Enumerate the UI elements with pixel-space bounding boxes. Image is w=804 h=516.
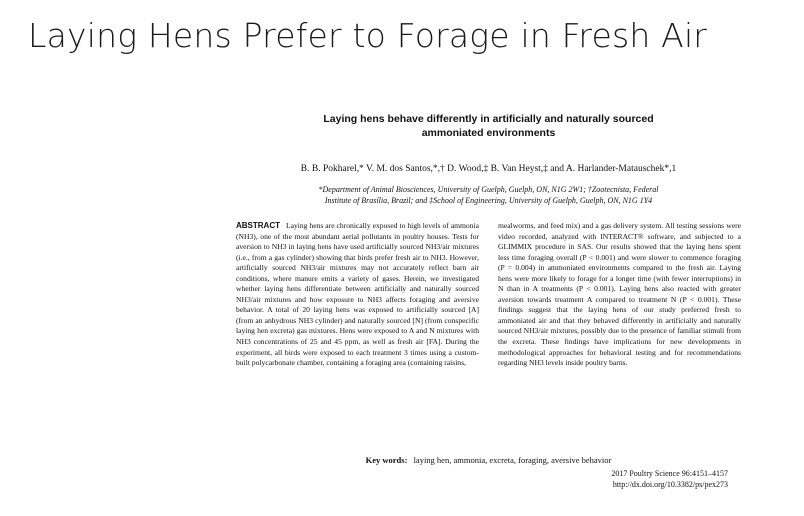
abstract-column-right [498, 221, 741, 369]
abstract-heading: ABSTRACT [236, 221, 280, 230]
paper-excerpt [236, 108, 741, 504]
paper-title [236, 112, 741, 140]
affiliation-line: *Department of Animal Biosciences, University of Guelph, Guelph, ON, N1G 2W1; †Zootecnista, Federal [318, 185, 659, 194]
journal-citation: 2017 Poultry Science 96:4151–4157 [611, 469, 728, 478]
citation-block [611, 468, 728, 490]
doi-link[interactable]: http://dx.doi.org/10.3382/ps/pex273 [612, 480, 728, 489]
keywords-label: Key words: [365, 455, 408, 465]
affiliation-line: Institute of Brasília, Brazil; and ‡School of Engineering, University of Guelph, Guelph, ON, N1G 1Y4 [324, 196, 653, 205]
keywords-list: laying hen, ammonia, excreta, foraging, aversive behavior [413, 455, 612, 465]
abstract-text-right: mealworms, and feed mix) and a gas delivery system. All testing sessions were video recorded, analyzed with INTERACT® software, and subjected to a GLIMMIX procedure in SAS. Our results showed that the laying hens spent less time foraging overall (P < 0.001) and were slower to commence foraging (P = 0.004) in ammoniated environments compared to the fresh air. Laying hens were more likely to forage for a longer time (with fewer interruptions) in N than in A treatments (P < 0.001). Laying hens also reacted with greater aversion towards treatment A compared to treatment N (P < 0.001). These findings suggest that the laying hens of our study preferred fresh to ammoniated air and that they behaved differently in artificially and naturally sourced NH3/air mixtures, possibly due to the presence of familiar stimuli from the excreta. These findings have implications for new developments in methodological approaches for behavioral testing and for recommendations regarding NH3 levels inside poultry barns. [498, 221, 741, 368]
paper-title-line: ammoniated environments [421, 127, 556, 139]
abstract-column-left [236, 221, 479, 369]
paper-title-line: Laying hens behave differently in artificially and naturally sourced [323, 113, 654, 125]
paper-affiliations [236, 184, 741, 206]
keywords [236, 455, 741, 465]
paper-authors: B. B. Pokharel,* V. M. dos Santos,*,† D. Wood,‡ B. Van Heyst,‡ and A. Harlander-Matauschek*,1 [300, 164, 677, 174]
abstract-text-left: Laying hens are chronically exposed to high levels of ammonia (NH3), one of the most abundant aerial pollutants in poultry houses. Tests for aversion to NH3 in laying hens have used artificially sourced NH3/air mixtures (i.e., from a gas cylinder) showing that birds prefer fresh air to NH3. However, artificially sourced NH3/air mixtures may not accurately reflect barn air conditions, where manure emits a variety of gases. Herein, we investigated whether laying hens differentiate between artificially and naturally sourced NH3/air mixtures and how exposure to NH3 affects foraging and aversive behavior. A total of 20 laying hens was exposed to artificially sourced [A] (from an anhydrous NH3 cylinder) and naturally sourced [N] (from conspecific laying hen excreta) gas mixtures. Hens were exposed to A and N mixtures with NH3 concentrations of 25 and 45 ppm, as well as fresh air [FA]. During the experiment, all birds were exposed to each treatment 3 times using a custom-built polycarbonate chamber, containing a foraging area (containing raisins, [236, 221, 480, 368]
slide-title: Laying Hens Prefer to Forage in Fresh Air [28, 16, 708, 55]
